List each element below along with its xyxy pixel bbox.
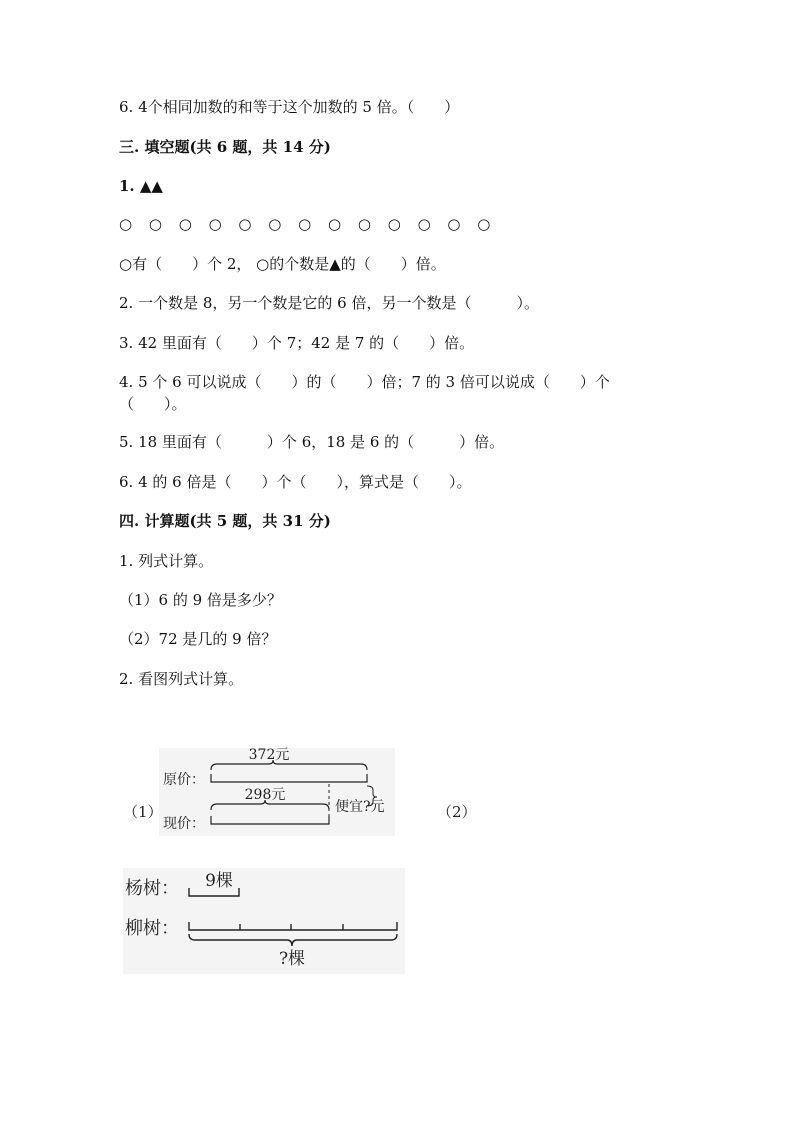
fill-question-4: 4. 5 个 6 可以说成（ ）的（ ）倍；7 的 3 倍可以说成（ ）个 — [119, 373, 610, 391]
fill-question-2: 2. 一个数是 8，另一个数是它的 6 倍，另一个数是（ ）。 — [119, 294, 539, 312]
tree-diagram — [119, 864, 409, 976]
calc-question-1-part-2: （2）72 是几的 9 倍？ — [119, 630, 277, 648]
section-title-fill-in: 三. 填空题(共 6 题，共 14 分) — [119, 138, 331, 156]
question-6-truefalse: 6. 4个相同加数的和等于这个加数的 5 倍。（ ） — [119, 98, 460, 116]
fill-question-4-cont: （ ）。 — [119, 395, 187, 413]
calc-question-2: 2. 看图列式计算。 — [119, 670, 244, 688]
fill-question-5: 5. 18 里面有（ ）个 6，18 是 6 的（ ）倍。 — [119, 433, 505, 451]
willow-total-label: ?棵 — [278, 949, 306, 969]
willow-label: 柳树： — [125, 918, 179, 939]
original-price-label: 原价： — [163, 772, 205, 788]
calc-question-1-part-1: （1）6 的 9 倍是多少？ — [119, 591, 282, 609]
poplar-value: 9棵 — [205, 871, 233, 891]
poplar-label: 杨树： — [125, 878, 179, 899]
figure-2-label: （2） — [437, 803, 477, 821]
current-price-label: 现价： — [163, 816, 205, 832]
fill-question-1-text: ○有（ ）个 2， ○的个数是▲的（ ）倍。 — [119, 255, 446, 273]
difference-label: 便宜?元 — [335, 799, 385, 815]
fill-question-6: 6. 4 的 6 倍是（ ）个（ ），算式是（ ）。 — [119, 473, 472, 491]
figure-1-label: （1） — [123, 803, 163, 821]
section-title-calculation: 四. 计算题(共 5 题，共 31 分) — [119, 512, 331, 530]
fill-question-3: 3. 42 里面有（ ）个 7；42 是 7 的（ ）倍。 — [119, 334, 475, 352]
fill-question-1: 1. ▲▲ — [119, 177, 163, 195]
price-diagram — [119, 740, 479, 840]
current-price-value: 298元 — [244, 787, 286, 803]
calc-question-1: 1. 列式计算。 — [119, 552, 214, 570]
original-price-value: 372元 — [248, 747, 290, 763]
circles-row: ○ ○ ○ ○ ○ ○ ○ ○ ○ ○ ○ ○ ○ — [119, 215, 497, 233]
